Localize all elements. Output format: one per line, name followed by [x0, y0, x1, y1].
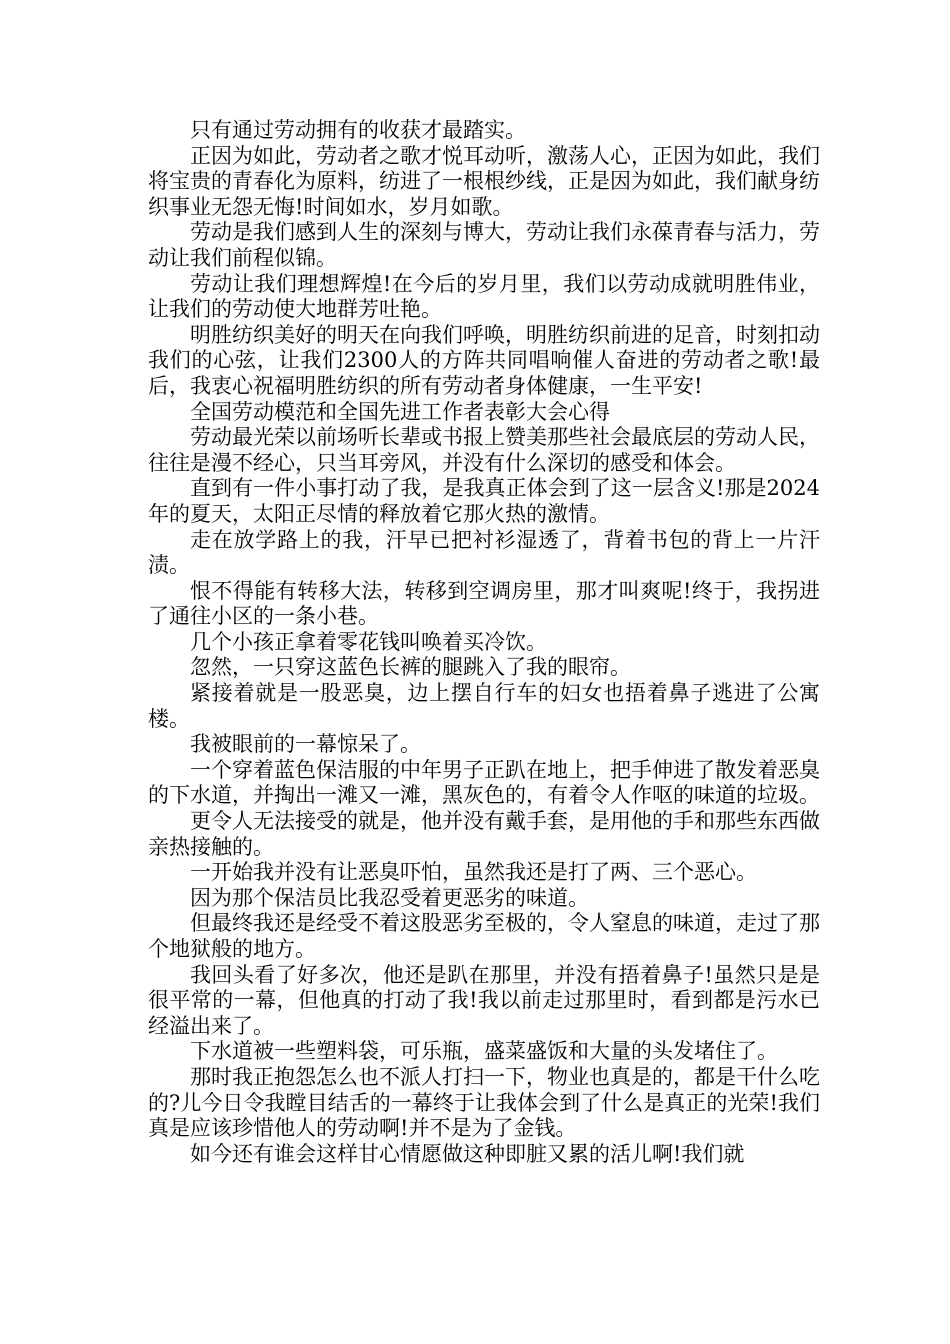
paragraph: 劳动最光荣以前场听长辈或书报上赞美那些社会最底层的劳动人民，往往是漫不经心，只当耳旁风，并没有什么深切的感受和体会。	[148, 425, 820, 475]
document-body	[148, 118, 820, 1167]
paragraph: 忽然，一只穿这蓝色长裤的腿跳入了我的眼帘。	[190, 655, 631, 680]
paragraph: 紧接着就是一股恶臭，边上摆自行车的妇女也捂着鼻子逃进了公寓楼。	[148, 681, 820, 731]
paragraph: 走在放学路上的我，汗早已把衬衫湿透了，背着书包的背上一片汗渍。	[148, 527, 820, 578]
paragraph: 那时我正抱怨怎么也不派人打扫一下，物业也真是的，都是干什么吃的?儿今日令我瞠目结舌的一幕终于让我体会到了什么是真正的光荣!我们真是应该珍惜他人的劳动啊!并不是为了金钱。	[148, 1064, 820, 1141]
paragraph: 劳动让我们理想辉煌!在今后的岁月里，我们以劳动成就明胜伟业，让我们的劳动使大地群芳吐艳。	[148, 271, 820, 322]
paragraph: 我被眼前的一幕惊呆了。	[190, 732, 421, 757]
paragraph: 几个小孩正拿着零花钱叫唤着买冷饮。	[190, 629, 547, 654]
paragraph: 明胜纺织美好的明天在向我们呼唤，明胜纺织前进的足音，时刻扣动我们的心弦，让我们2300人的方阵共同唱响催人奋进的劳动者之歌!最后，我衷心祝福明胜纺织的所有劳动者身体健康，一生平安!	[148, 322, 820, 398]
paragraph: 只有通过劳动拥有的收获才最踏实。	[190, 118, 526, 142]
paragraph: 一个穿着蓝色保洁服的中年男子正趴在地上，把手伸进了散发着恶臭的下水道，并掏出一滩又一滩，黑灰色的，有着令人作呕的味道的垃圾。	[148, 757, 820, 808]
paragraph: 如今还有谁会这样甘心情愿做这种即脏又累的活儿啊!我们就	[190, 1141, 745, 1166]
paragraph: 因为那个保洁员比我忍受着更恶劣的味道。	[190, 885, 589, 910]
paragraph: 我回头看了好多次，他还是趴在那里，并没有捂着鼻子!虽然只是是很平常的一幕，但他真的打动了我!我以前走过那里时，看到都是污水已经溢出来了。	[148, 962, 820, 1038]
section-heading: 全国劳动模范和全国先进工作者表彰大会心得	[190, 399, 610, 424]
paragraph: 下水道被一些塑料袋，可乐瓶，盛菜盛饭和大量的头发堵住了。	[190, 1039, 778, 1064]
paragraph: 直到有一件小事打动了我，是我真正体会到了这一层含义!那是2024年的夏天，太阳正尽情的释放着它那火热的激情。	[148, 476, 820, 526]
paragraph: 正因为如此，劳动者之歌才悦耳动听，激荡人心，正因为如此，我们将宝贵的青春化为原料，纺进了一根根纱线，正是因为如此，我们献身纺织事业无怨无悔!时间如水，岁月如歌。	[148, 143, 820, 219]
paragraph: 一开始我并没有让恶臭吓怕，虽然我还是打了两、三个恶心。	[190, 860, 757, 885]
paragraph: 恨不得能有转移大法，转移到空调房里，那才叫爽呢!终于，我拐进了通往小区的一条小巷。	[148, 578, 820, 629]
paragraph: 劳动是我们感到人生的深刻与博大，劳动让我们永葆青春与活力，劳动让我们前程似锦。	[148, 220, 820, 270]
paragraph: 更令人无法接受的就是，他并没有戴手套，是用他的手和那些东西做亲热接触的。	[148, 809, 820, 859]
paragraph: 但最终我还是经受不着这股恶劣至极的，令人窒息的味道，走过了那个地狱般的地方。	[148, 911, 820, 961]
